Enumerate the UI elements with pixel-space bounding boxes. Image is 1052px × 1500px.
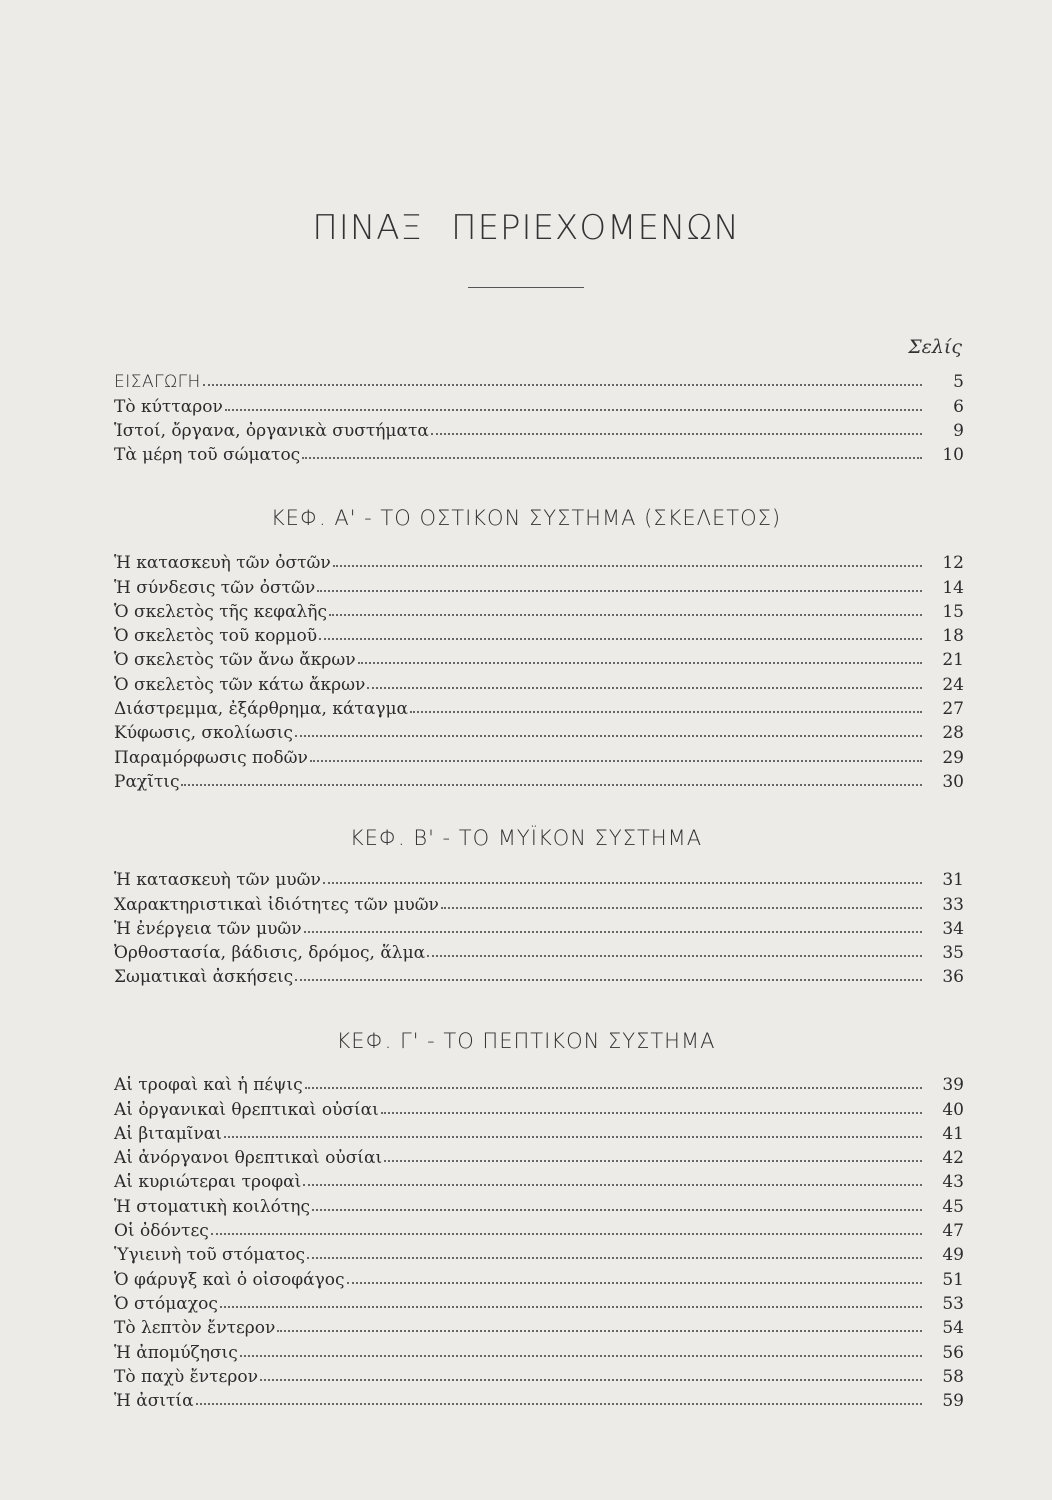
entry-title: Τὸ κύτταρον [114, 396, 223, 417]
toc-entry[interactable] [114, 695, 964, 719]
toc-entry[interactable] [114, 1290, 964, 1314]
entry-title: Αἱ ὀργανικαὶ θρεπτικαὶ οὐσίαι [114, 1099, 379, 1120]
entry-title: Τὰ μέρη τοῦ σώματος [114, 445, 301, 466]
toc-entry[interactable] [114, 963, 964, 987]
dot-leader [307, 1257, 922, 1259]
entry-page: 10 [942, 445, 964, 466]
entry-page: 36 [942, 967, 964, 988]
entry-page: 42 [942, 1148, 964, 1169]
entry-page: 21 [942, 650, 964, 671]
entry-page: 29 [942, 747, 964, 768]
entry-page: 41 [942, 1123, 964, 1144]
entry-page: 39 [942, 1075, 964, 1096]
toc-entry[interactable] [114, 598, 964, 622]
dot-leader [240, 1355, 922, 1357]
toc-entry[interactable] [114, 1314, 964, 1338]
entry-title: Ὁ σκελετὸς τῶν κάτω ἄκρων [114, 674, 366, 695]
entry-title: Ὁ σκελετὸς τοῦ κορμοῦ [114, 626, 318, 647]
dot-leader [367, 687, 922, 689]
title-underline [468, 287, 584, 288]
entry-page: 35 [942, 943, 964, 964]
entry-page: 12 [942, 553, 964, 574]
entry-page: 33 [942, 894, 964, 915]
toc-entry[interactable] [114, 368, 964, 392]
toc-chapter-a-list [114, 549, 964, 792]
entry-page: 27 [942, 699, 964, 720]
toc-intro-list [114, 368, 964, 465]
toc-entry[interactable] [114, 1071, 964, 1095]
entry-page: 18 [942, 626, 964, 647]
toc-entry[interactable] [114, 1168, 964, 1192]
dot-leader [304, 931, 922, 933]
entry-title: Αἱ ἀνόργανοι θρεπτικαὶ οὐσίαι [114, 1148, 383, 1169]
dot-leader [410, 711, 922, 713]
toc-entry[interactable] [114, 1265, 964, 1289]
pages-column-label: Σελίς [908, 336, 962, 358]
entry-page: 34 [942, 918, 964, 939]
toc-entry[interactable] [114, 1363, 964, 1387]
entry-page: 24 [942, 674, 964, 695]
entry-title: Ὑγιεινὴ τοῦ στόματος [114, 1245, 305, 1266]
dot-leader [323, 882, 922, 884]
entry-page: 51 [942, 1269, 964, 1290]
entry-title: Παραμόρφωσις ποδῶν [114, 747, 308, 768]
entry-title: Ἡ σύνδεσις τῶν ὀστῶν [114, 577, 316, 598]
entry-page: 58 [942, 1366, 964, 1387]
entry-page: 9 [953, 420, 964, 441]
dot-leader [295, 735, 922, 737]
chapter-a-heading: ΚΕΦ. Α' - ΤΟ ΟΣΤΙΚΟΝ ΣΥΣΤΗΜΑ (ΣΚΕΛΕΤΟΣ) [270, 506, 782, 530]
dot-leader [358, 662, 922, 664]
dot-leader [211, 1233, 922, 1235]
entry-page: 49 [942, 1245, 964, 1266]
chapter-c-heading: ΚΕΦ. Γ' - ΤΟ ΠΕΠΤΙΚΟΝ ΣΥΣΤΗΜΑ [336, 1029, 716, 1053]
entry-title: Ὁ σκελετὸς τῆς κεφαλῆς [114, 601, 328, 622]
entry-title: Ἡ κατασκευὴ τῶν μυῶν [114, 870, 321, 891]
dot-leader [260, 1379, 922, 1381]
dot-leader [333, 565, 922, 567]
entry-page: 5 [953, 372, 964, 393]
dot-leader [277, 1330, 922, 1332]
entry-title: Χαρακτηριστικαὶ ἰδιότητες τῶν μυῶν [114, 894, 439, 915]
dot-leader [347, 1282, 922, 1284]
dot-leader [196, 1403, 922, 1405]
dot-leader [329, 614, 922, 616]
entry-title: Ἡ στοματικὴ κοιλότης [114, 1196, 310, 1217]
entry-title: Αἱ βιταμῖναι [114, 1123, 222, 1144]
dot-leader [224, 1136, 922, 1138]
entry-page: 45 [942, 1196, 964, 1217]
entry-title: Ὁ φάρυγξ καὶ ὁ οἰσοφάγος [114, 1269, 345, 1290]
entry-title: Ραχῖτις [114, 771, 180, 792]
entry-title: Οἱ ὀδόντες [114, 1221, 209, 1242]
entry-page: 15 [942, 601, 964, 622]
toc-entry[interactable] [114, 646, 964, 670]
entry-title: Ἱστοί, ὄργανα, ὀργανικὰ συστήματα [114, 420, 429, 441]
entry-title: Κύφωσις, σκολίωσις [114, 723, 293, 744]
entry-title: Τὸ παχὺ ἔντερον [114, 1366, 258, 1387]
toc-entry[interactable] [114, 768, 964, 792]
page-title-word-1: ΠΙΝΑΞ [312, 208, 423, 248]
entry-title: Ὁ σκελετὸς τῶν ἄνω ἄκρων [114, 650, 356, 671]
toc-entry[interactable] [114, 915, 964, 939]
toc-entry[interactable] [114, 719, 964, 743]
toc-entry[interactable] [114, 573, 964, 597]
page-title [0, 208, 1052, 248]
dot-leader [181, 784, 922, 786]
toc-entry[interactable] [114, 670, 964, 694]
entry-title: Αἱ τροφαὶ καὶ ἡ πέψις [114, 1075, 303, 1096]
entry-title: Διάστρεμμα, ἐξάρθρημα, κάταγμα [114, 699, 409, 720]
dot-leader [302, 457, 922, 459]
toc-entry[interactable] [114, 1241, 964, 1265]
entry-page: 30 [942, 771, 964, 792]
toc-entry[interactable] [114, 549, 964, 573]
dot-leader [203, 384, 922, 386]
toc-entry[interactable] [114, 392, 964, 416]
toc-entry[interactable] [114, 1192, 964, 1216]
entry-page: 6 [953, 396, 964, 417]
dot-leader [305, 1087, 922, 1089]
toc-entry[interactable] [114, 1095, 964, 1119]
entry-page: 56 [942, 1342, 964, 1363]
entry-page: 43 [942, 1172, 964, 1193]
entry-page: 54 [942, 1318, 964, 1339]
toc-entry[interactable] [114, 1338, 964, 1362]
dot-leader [381, 1112, 922, 1114]
toc-entry[interactable] [114, 1144, 964, 1168]
entry-title: Σωματικαὶ ἀσκήσεις [114, 967, 294, 988]
dot-leader [225, 409, 922, 411]
entry-page: 59 [942, 1391, 964, 1412]
entry-page: 47 [942, 1221, 964, 1242]
chapter-b-heading: ΚΕΦ. Β' - ΤΟ ΜΥΪΚΟΝ ΣΥΣΤΗΜΑ [349, 826, 703, 850]
dot-leader [319, 638, 922, 640]
toc-entry[interactable] [114, 1387, 964, 1411]
entry-page: 40 [942, 1099, 964, 1120]
entry-title: Ἡ ἐνέργεια τῶν μυῶν [114, 918, 302, 939]
dot-leader [295, 979, 922, 981]
dot-leader [220, 1306, 922, 1308]
entry-page: 28 [942, 723, 964, 744]
entry-title: Ὁ στόμαχος [114, 1293, 218, 1314]
toc-entry[interactable] [114, 939, 964, 963]
dot-leader [441, 907, 922, 909]
dot-leader [427, 955, 922, 957]
toc-chapter-c-list [114, 1071, 964, 1411]
toc-chapter-b-list [114, 866, 964, 987]
entry-title: Αἱ κυριώτεραι τροφαὶ [114, 1172, 302, 1193]
dot-leader [312, 1209, 922, 1211]
toc-entry[interactable] [114, 441, 964, 465]
page-title-word-2: ΠΕΡΙΕΧΟΜΕΝΩΝ [451, 208, 740, 248]
dot-leader [303, 1184, 922, 1186]
dot-leader [310, 760, 922, 762]
entry-title: Τὸ λεπτὸν ἔντερον [114, 1318, 276, 1339]
toc-entry[interactable] [114, 1217, 964, 1241]
dot-leader [384, 1160, 922, 1162]
entry-page: 53 [942, 1293, 964, 1314]
entry-page: 14 [942, 577, 964, 598]
toc-entry[interactable] [114, 743, 964, 767]
entry-title: Ἡ ἀπομύζησις [114, 1342, 238, 1363]
toc-entry[interactable] [114, 866, 964, 890]
entry-title: Ἡ κατασκευὴ τῶν ὀστῶν [114, 553, 331, 574]
entry-page: 31 [942, 870, 964, 891]
entry-title: ΕΙΣΑΓΩΓΗ [114, 372, 201, 393]
entry-title: Ἡ ἀσιτία [114, 1391, 194, 1412]
toc-entry[interactable] [114, 1120, 964, 1144]
dot-leader [317, 590, 922, 592]
entry-title: Ὀρθοστασία, βάδισις, δρόμος, ἅλμα [114, 943, 426, 964]
toc-entry[interactable] [114, 417, 964, 441]
toc-entry[interactable] [114, 622, 964, 646]
toc-entry[interactable] [114, 890, 964, 914]
dot-leader [431, 433, 922, 435]
